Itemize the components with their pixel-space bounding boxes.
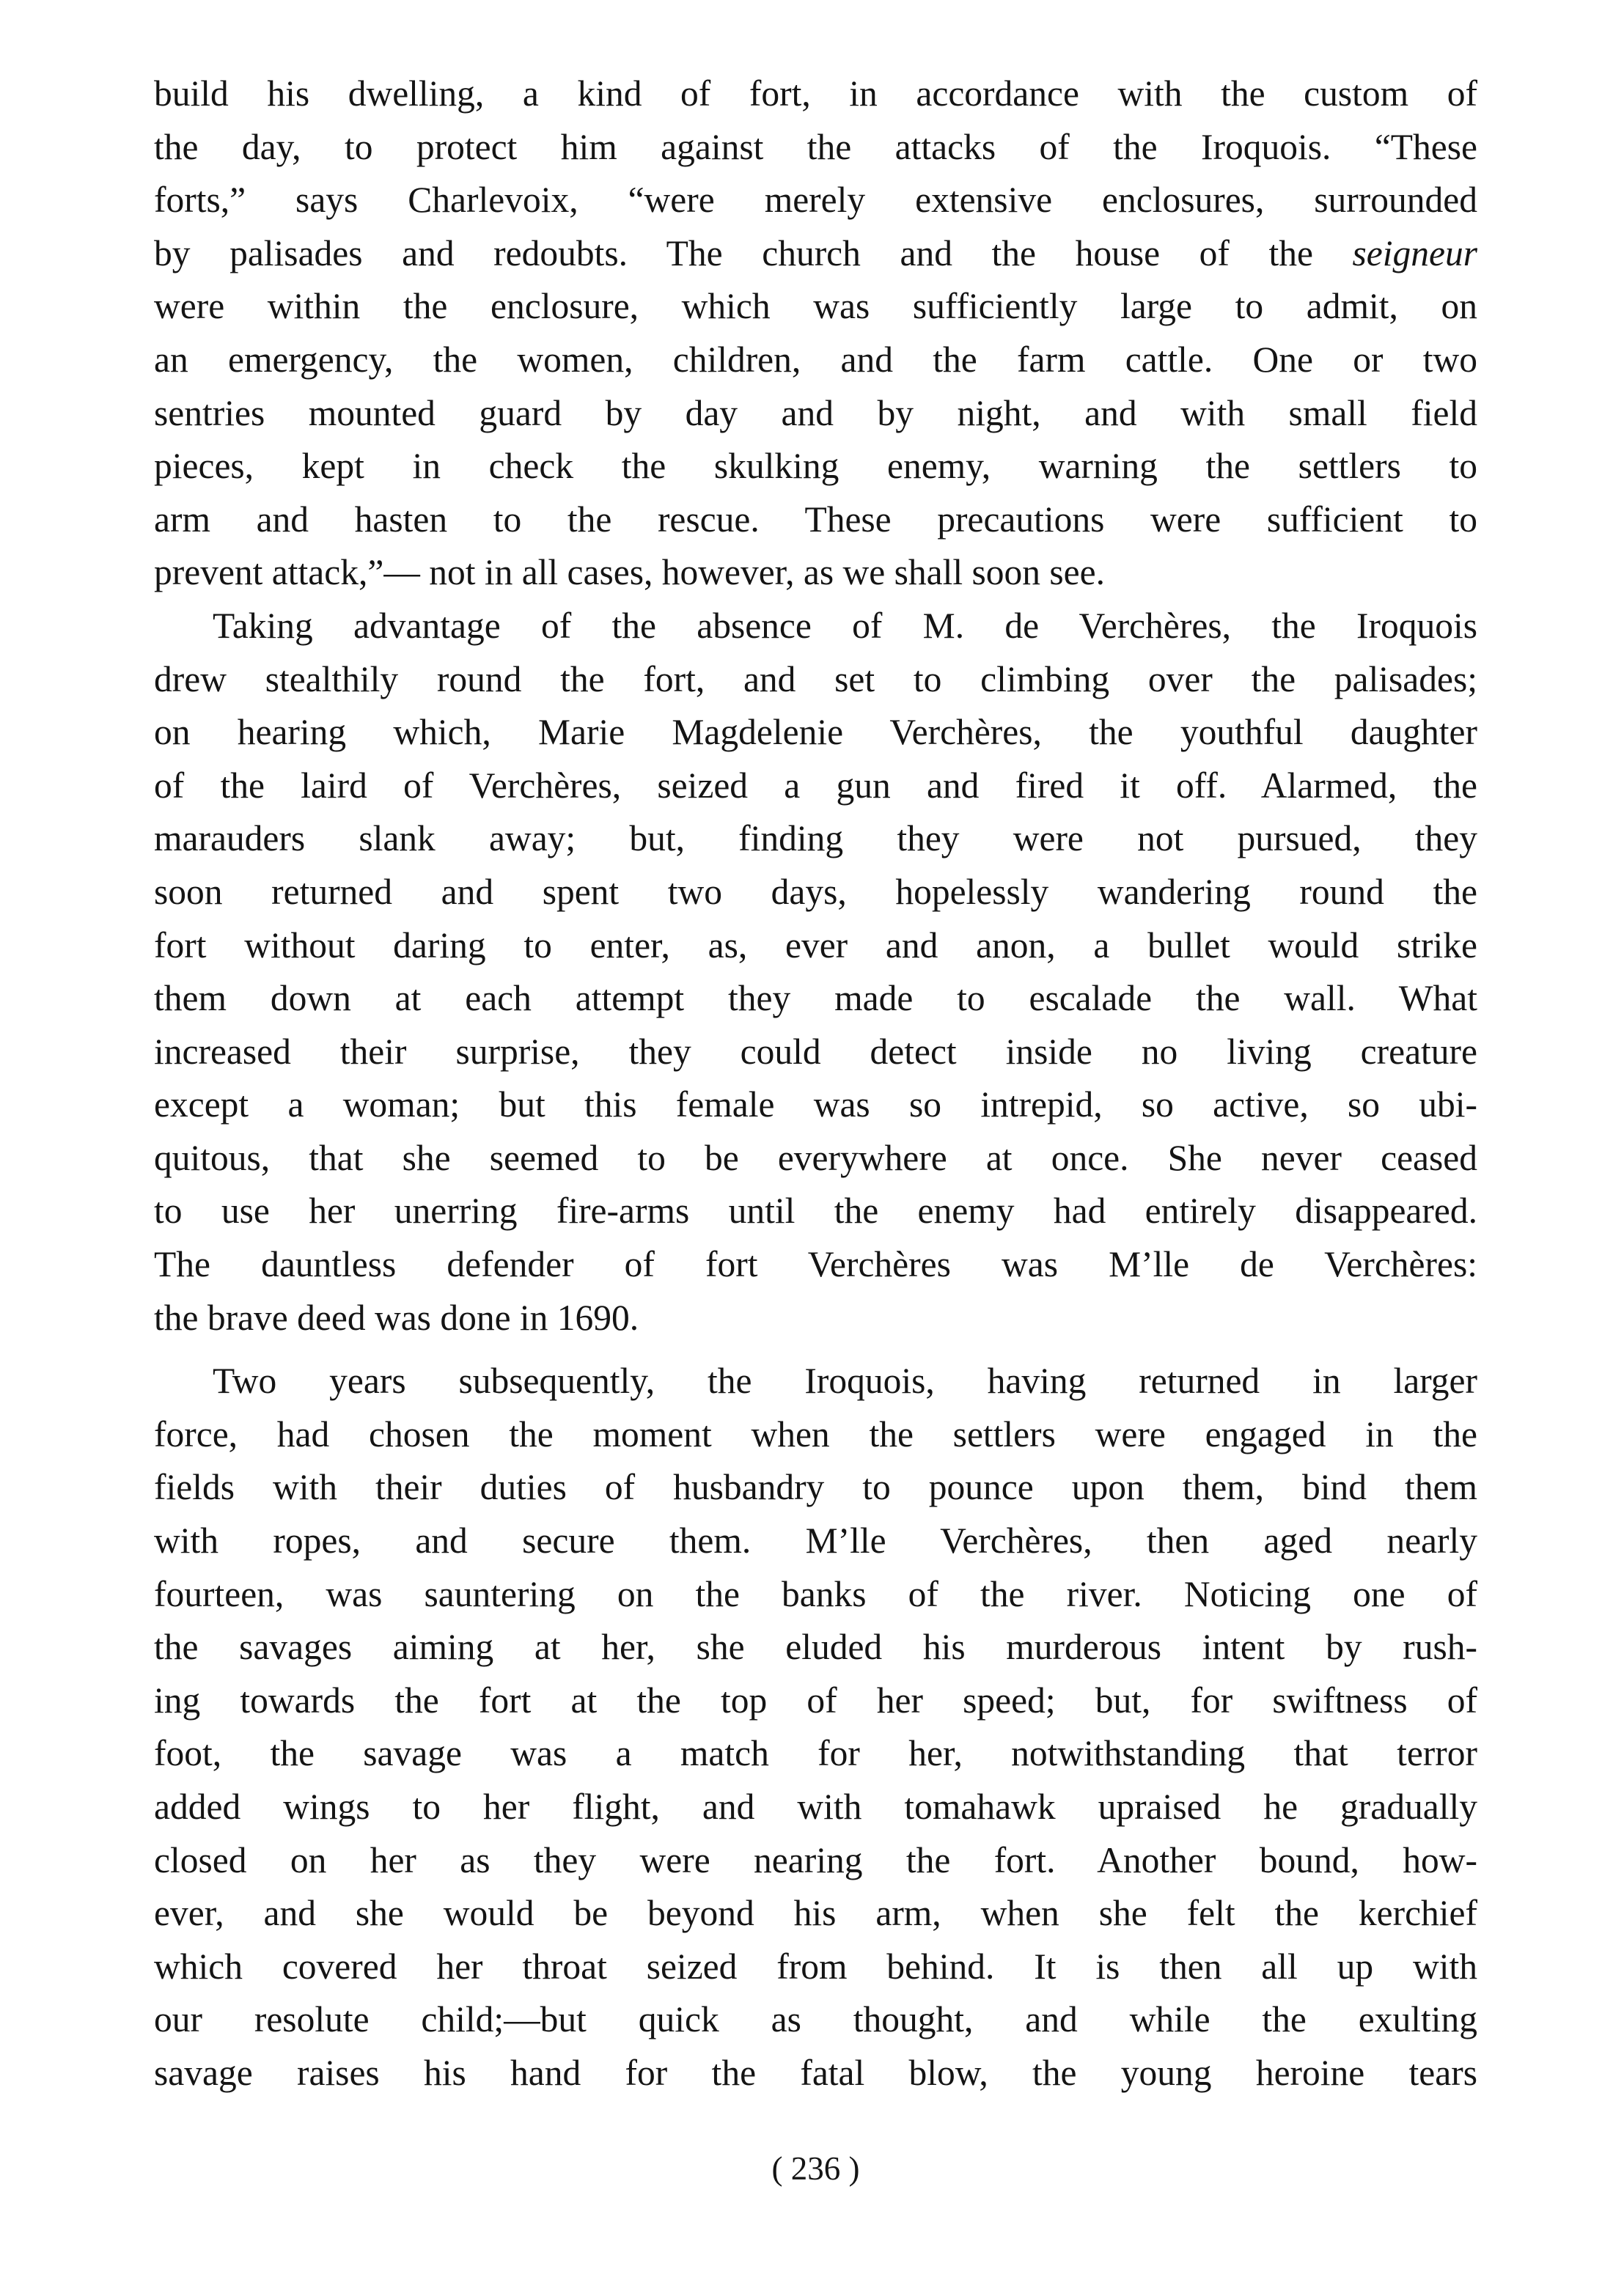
text-line: The dauntless defender of fort Verchères was M’lle de Verchères: xyxy=(154,1244,1477,1285)
text-line: build his dwelling, a kind of fort, in accordance with the custom of xyxy=(154,73,1477,114)
text-line: them down at each attempt they made to escalade the wall. What xyxy=(154,978,1477,1019)
text-line: marauders slank away; but, finding they were not pursued, they xyxy=(154,818,1477,859)
text-line: to use her unerring fire-arms until the enemy had entirely disappeared. xyxy=(154,1191,1477,1232)
text-line: Two years subsequently, the Iroquois, having returned in larger xyxy=(213,1361,1477,1402)
text-line: ing towards the fort at the top of her speed; but, for swiftness of xyxy=(154,1680,1477,1721)
text-line: prevent attack,”— not in all cases, however, as we shall soon see. xyxy=(154,552,1105,593)
text-line: fourteen, was sauntering on the banks of the river. Noticing one of xyxy=(154,1573,1477,1614)
text-line: closed on her as they were nearing the fort. Another bound, how- xyxy=(154,1839,1477,1880)
text-line: soon returned and spent two days, hopelessly wandering round the xyxy=(154,871,1477,912)
paragraph-spacer xyxy=(154,1345,1477,1355)
text-line: with ropes, and secure them. M’lle Verchères, then aged nearly xyxy=(154,1520,1477,1561)
text-line: the brave deed was done in 1690. xyxy=(154,1297,639,1338)
paragraph-verchères-defense xyxy=(154,600,1477,1345)
book-page xyxy=(154,67,1477,2208)
text-line: which covered her throat seized from behind. It is then all up with xyxy=(154,1946,1477,1987)
text-line: sentries mounted guard by day and by night, and with small field xyxy=(154,392,1477,433)
page-number: ( 236 ) xyxy=(771,2150,860,2187)
text-line: on hearing which, Marie Magdelenie Verchères, the youthful daughter xyxy=(154,712,1477,753)
text-line: by palisades and redoubts. The church and the house of the seigneur xyxy=(154,232,1477,273)
text-line: foot, the savage was a match for her, notwithstanding that terror xyxy=(154,1733,1477,1774)
text-line: except a woman; but this female was so intrepid, so active, so ubi- xyxy=(154,1084,1477,1125)
text-line: forts,” says Charlevoix, “were merely extensive enclosures, surrounded xyxy=(154,180,1477,221)
paragraph-fort-description xyxy=(154,67,1477,600)
text-line: an emergency, the women, children, and the farm cattle. One or two xyxy=(154,339,1477,380)
text-line: were within the enclosure, which was sufficiently large to admit, on xyxy=(154,286,1477,327)
text-line: the day, to protect him against the attacks of the Iroquois. “These xyxy=(154,126,1477,167)
text-line: the savages aiming at her, she eluded his murderous intent by rush- xyxy=(154,1627,1477,1668)
text-line: fields with their duties of husbandry to pounce upon them, bind them xyxy=(154,1467,1477,1508)
text-line: Taking advantage of the absence of M. de Verchères, the Iroquois xyxy=(213,605,1477,646)
page-body-text xyxy=(154,67,1477,2100)
text-line: arm and hasten to the rescue. These precautions were sufficient to xyxy=(154,499,1477,540)
text-line: added wings to her flight, and with tomahawk upraised he gradually xyxy=(154,1787,1477,1827)
text-line: force, had chosen the moment when the settlers were engaged in the xyxy=(154,1413,1477,1454)
text-line: of the laird of Verchères, seized a gun and fired it off. Alarmed, the xyxy=(154,765,1477,806)
text-line: increased their surprise, they could detect inside no living creature xyxy=(154,1031,1477,1072)
text-line: fort without daring to enter, as, ever and anon, a bullet would strike xyxy=(154,924,1477,965)
text-line: ever, and she would be beyond his arm, when she felt the kerchief xyxy=(154,1893,1477,1934)
italic-word: seigneur xyxy=(1352,232,1477,273)
paragraph-two-years-later xyxy=(154,1355,1477,2100)
text-line: pieces, kept in check the skulking enemy, warning the settlers to xyxy=(154,446,1477,487)
text-line: savage raises his hand for the fatal blow, the young heroine tears xyxy=(154,2052,1477,2093)
text-line: drew stealthily round the fort, and set to climbing over the palisades; xyxy=(154,658,1477,699)
text-line: quitous, that she seemed to be everywhere at once. She never ceased xyxy=(154,1137,1477,1178)
text-line: our resolute child;—but quick as thought, and while the exulting xyxy=(154,1999,1477,2040)
